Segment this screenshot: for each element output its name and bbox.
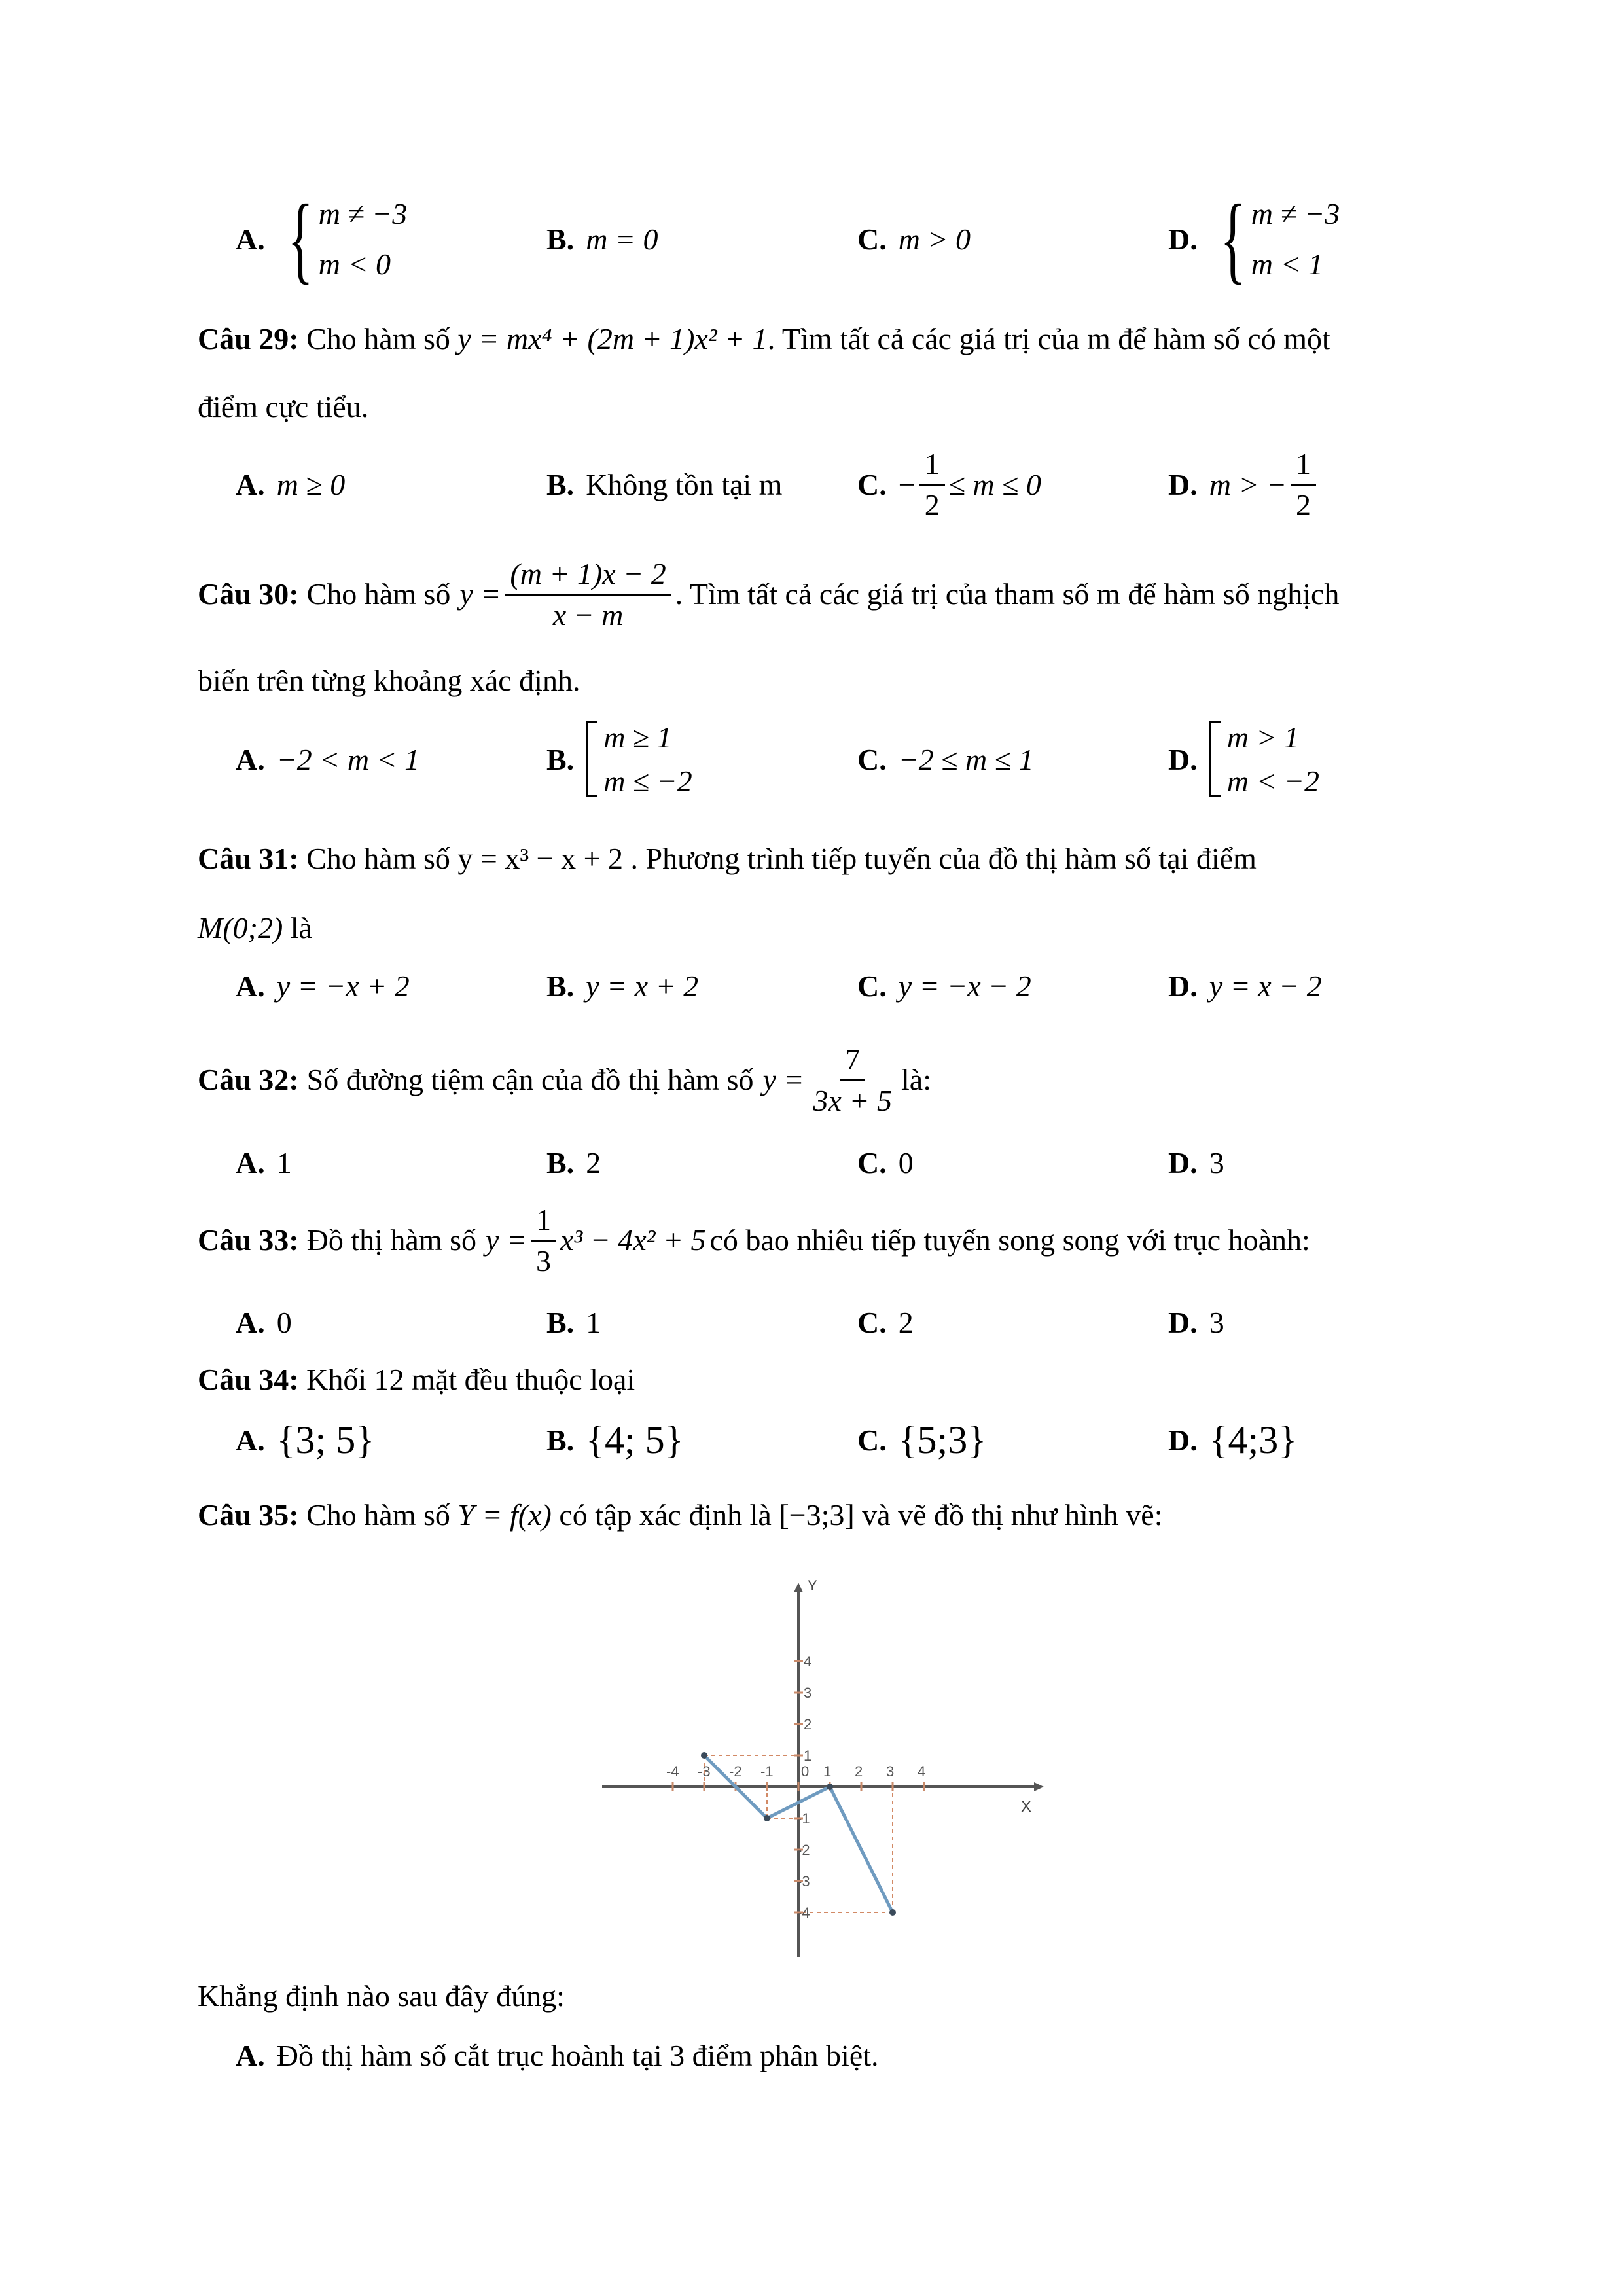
option-label: D.: [1168, 1423, 1198, 1457]
formula: y = mx⁴ + (2m + 1)x² + 1: [457, 322, 768, 355]
system-row: m < 0: [318, 247, 391, 281]
x-tick-label: -2: [729, 1763, 742, 1780]
formula: x³ − 4x² + 5: [560, 1223, 706, 1257]
stem-text: Số đường tiệm cận của đồ thị hàm số: [306, 1063, 754, 1096]
x-tick-label: -1: [760, 1763, 774, 1780]
option-label: A.: [236, 1423, 265, 1457]
option-label: C.: [857, 467, 887, 501]
q32-option-a[interactable]: [236, 1136, 292, 1189]
formula-y: y =: [459, 577, 501, 611]
q31-option-b[interactable]: [546, 960, 698, 1012]
option-label: D.: [1168, 742, 1198, 776]
option-label: B.: [546, 222, 575, 256]
q33-option-c[interactable]: [857, 1296, 914, 1348]
option-label: D.: [1168, 1305, 1198, 1339]
q31-options: [0, 960, 1623, 1012]
formula-y: y =: [486, 1223, 527, 1257]
option-text: Không tồn tại m: [586, 467, 783, 501]
option-text: 1: [586, 1305, 601, 1339]
system-row: m ≠ −3: [1251, 197, 1340, 230]
option-text: 0: [898, 1145, 914, 1179]
system-row: m ≤ −2: [603, 764, 692, 798]
q29-options: [0, 445, 1623, 524]
function-name: Y = f(x): [457, 1498, 552, 1532]
option-label: D.: [1168, 467, 1198, 501]
stem-text: Cho hàm số: [306, 577, 451, 611]
q34-option-d[interactable]: [1168, 1414, 1297, 1466]
option-label: A.: [236, 2038, 265, 2072]
question-label: Câu 34:: [198, 1363, 299, 1396]
q30-stem-line2: biến trên từng khoảng xác định.: [198, 664, 580, 697]
option-label: C.: [857, 969, 887, 1003]
option-text: m > 0: [898, 222, 971, 256]
q28-option-b[interactable]: [546, 200, 658, 278]
q33-options: [0, 1296, 1623, 1348]
stem-text: . Tìm tất cả các giá trị của tham số m để hàm số nghịch: [675, 577, 1340, 611]
x-tick-label: -3: [698, 1763, 711, 1780]
q34-options: [0, 1414, 1623, 1466]
y-tick-label: 1: [804, 1748, 812, 1764]
q29-stem: [198, 319, 1435, 359]
q30-option-a[interactable]: [236, 720, 419, 798]
option-text: 0: [276, 1305, 292, 1339]
q29-stem-line2: điểm cực tiểu.: [198, 390, 369, 423]
q30-option-d[interactable]: [1168, 720, 1319, 798]
y-axis-label: Y: [808, 1577, 817, 1594]
question-label: Câu 32:: [198, 1063, 299, 1096]
q32-option-b[interactable]: [546, 1136, 601, 1189]
option-text: ≤ m ≤ 0: [948, 467, 1041, 501]
stem-text: có bao nhiêu tiếp tuyến song song với trục hoành:: [709, 1223, 1310, 1257]
x-axis-arrow: [1034, 1782, 1044, 1791]
q29-option-d[interactable]: [1168, 445, 1320, 524]
stem-text: Cho hàm số y = x³ − x + 2 . Phương trình tiếp tuyến của đồ thị hàm số tại điểm: [306, 842, 1257, 875]
frac-denominator: x − m: [552, 598, 624, 632]
question-label: Câu 31:: [198, 842, 299, 875]
x-tick-label: 2: [855, 1763, 863, 1780]
option-text: Đồ thị hàm số cắt trục hoành tại 3 điểm phân biệt.: [276, 2038, 879, 2072]
domain: [−3;3]: [779, 1498, 855, 1532]
stem-text: có tập xác định là: [559, 1498, 772, 1532]
q33-option-d[interactable]: [1168, 1296, 1224, 1348]
x-axis-label: X: [1021, 1798, 1032, 1816]
stem-text: Cho hàm số: [306, 322, 450, 355]
y-tick-label: 2: [804, 1716, 812, 1732]
q34-stem: [198, 1360, 1435, 1399]
option-text: {5;3}: [898, 1418, 987, 1462]
q29-option-b[interactable]: [546, 445, 782, 524]
question-label: Câu 33:: [198, 1223, 299, 1257]
option-text: {4;3}: [1209, 1418, 1298, 1462]
y-axis-arrow: [794, 1583, 803, 1592]
data-point: [764, 1815, 770, 1821]
x-tick-label: 4: [918, 1763, 926, 1780]
q30-option-c[interactable]: [857, 720, 1034, 798]
origin-label: 0: [801, 1763, 810, 1780]
frac-denominator: 2: [924, 488, 940, 522]
y-tick-label: -3: [797, 1873, 810, 1890]
point: M(0;2): [198, 911, 283, 944]
option-text: {3; 5}: [276, 1418, 375, 1462]
option-text: −2 < m < 1: [276, 742, 420, 776]
q28-option-a[interactable]: A. { m ≠ −3 m < 0: [236, 185, 408, 293]
q32-option-d[interactable]: [1168, 1136, 1224, 1189]
option-label: C.: [857, 222, 887, 256]
frac-numerator: 1: [1291, 444, 1316, 486]
q31-stem: [198, 839, 1435, 878]
option-text: −2 ≤ m ≤ 1: [898, 742, 1034, 776]
frac-denominator: 3: [535, 1244, 551, 1278]
question-label: Câu 29:: [198, 322, 299, 355]
option-label: D.: [1168, 1145, 1198, 1179]
option-label: B.: [546, 1145, 575, 1179]
q30-options: [0, 720, 1623, 798]
option-label: D.: [1168, 222, 1198, 256]
option-text: 1: [276, 1145, 292, 1179]
q30-option-b[interactable]: [546, 720, 692, 798]
frac-numerator: 1: [531, 1200, 556, 1242]
y-tick-label: -2: [797, 1842, 810, 1858]
q28-option-d[interactable]: D. { m ≠ −3 m < 1: [1168, 185, 1340, 293]
option-label: C.: [857, 1423, 887, 1457]
option-text: 3: [1209, 1145, 1224, 1179]
system-row: m < −2: [1226, 764, 1320, 798]
option-text: 3: [1209, 1305, 1224, 1339]
frac-denominator: 3x + 5: [813, 1083, 892, 1117]
system-row: m < 1: [1251, 247, 1323, 281]
q28-option-c[interactable]: [857, 200, 971, 278]
q33-option-b[interactable]: [546, 1296, 601, 1348]
q30-stem: [198, 555, 1435, 634]
stem-text: . Tìm tất cả các giá trị của m để hàm số có một: [767, 322, 1330, 355]
option-label: A.: [236, 742, 265, 776]
q34-option-b[interactable]: [546, 1414, 683, 1466]
stem-text: là:: [901, 1063, 931, 1096]
function-graph: [589, 1571, 1060, 1964]
data-point: [701, 1752, 707, 1759]
q29-option-c[interactable]: [857, 445, 1041, 524]
option-prefix: m > −: [1209, 467, 1287, 501]
y-tick-label: 4: [804, 1653, 812, 1670]
system-row: m ≥ 1: [603, 721, 672, 754]
stem-text: Cho hàm số: [306, 1498, 450, 1532]
option-label: A.: [236, 1145, 265, 1179]
system-row: m > 1: [1226, 721, 1299, 754]
option-label: B.: [546, 742, 575, 776]
option-text: y = x + 2: [586, 969, 699, 1003]
q28-options: [0, 185, 1623, 293]
formula-y: y =: [762, 1063, 804, 1096]
option-label: C.: [857, 742, 887, 776]
system-row: m ≠ −3: [318, 197, 408, 230]
y-tick-label: -1: [797, 1810, 810, 1827]
q31-stem-line2: [198, 908, 1435, 948]
data-point: [827, 1784, 833, 1790]
stem-text: và vẽ đồ thị như hình vẽ:: [862, 1498, 1163, 1532]
y-tick-label: 3: [804, 1685, 812, 1701]
question-label: Câu 35:: [198, 1498, 299, 1532]
frac-numerator: 7: [840, 1040, 865, 1081]
option-label: B.: [546, 467, 575, 501]
option-label: A.: [236, 467, 265, 501]
question-label: Câu 30:: [198, 577, 299, 611]
data-point: [889, 1909, 896, 1916]
option-label: C.: [857, 1305, 887, 1339]
q35-question: Khẳng định nào sau đây đúng:: [198, 1979, 565, 2013]
q31-option-a[interactable]: [236, 960, 410, 1012]
q32-options: [0, 1136, 1623, 1189]
x-tick-label: -4: [666, 1763, 679, 1780]
option-text: y = x − 2: [1209, 969, 1322, 1003]
option-label: D.: [1168, 969, 1198, 1003]
q32-option-c[interactable]: [857, 1136, 914, 1189]
q29-option-a[interactable]: [236, 445, 345, 524]
q35-stem: [198, 1496, 1435, 1535]
stem-text: Khối 12 mặt đều thuộc loại: [306, 1363, 635, 1396]
frac-denominator: 2: [1296, 488, 1311, 522]
option-text: 2: [898, 1305, 914, 1339]
q35-option-a[interactable]: [236, 2029, 879, 2081]
option-text: 2: [586, 1145, 601, 1179]
option-label: A.: [236, 1305, 265, 1339]
stem-text: là: [290, 911, 312, 944]
q33-stem: [198, 1201, 1435, 1280]
q33-option-a[interactable]: [236, 1296, 292, 1348]
option-text: m = 0: [586, 222, 658, 256]
frac-numerator: (m + 1)x − 2: [505, 554, 671, 596]
option-label: B.: [546, 1423, 575, 1457]
option-label: A.: [236, 969, 265, 1003]
stem-text: Đồ thị hàm số: [306, 1223, 477, 1257]
option-text: {4; 5}: [586, 1418, 684, 1462]
option-text: y = −x − 2: [898, 969, 1031, 1003]
frac-numerator: 1: [919, 444, 945, 486]
option-label: C.: [857, 1145, 887, 1179]
q31-option-c[interactable]: [857, 960, 1031, 1012]
y-tick-label: -4: [797, 1905, 810, 1921]
option-text: y = −x + 2: [276, 969, 410, 1003]
option-text: m ≥ 0: [276, 467, 346, 501]
q34-option-c[interactable]: [857, 1414, 986, 1466]
x-tick-label: 1: [823, 1763, 832, 1780]
q32-stem: [198, 1041, 1435, 1119]
q31-option-d[interactable]: [1168, 960, 1322, 1012]
x-tick-label: 3: [886, 1763, 895, 1780]
option-prefix: −: [898, 467, 916, 501]
q34-option-a[interactable]: [236, 1414, 374, 1466]
option-label: B.: [546, 1305, 575, 1339]
option-label: A.: [236, 222, 265, 256]
option-label: B.: [546, 969, 575, 1003]
